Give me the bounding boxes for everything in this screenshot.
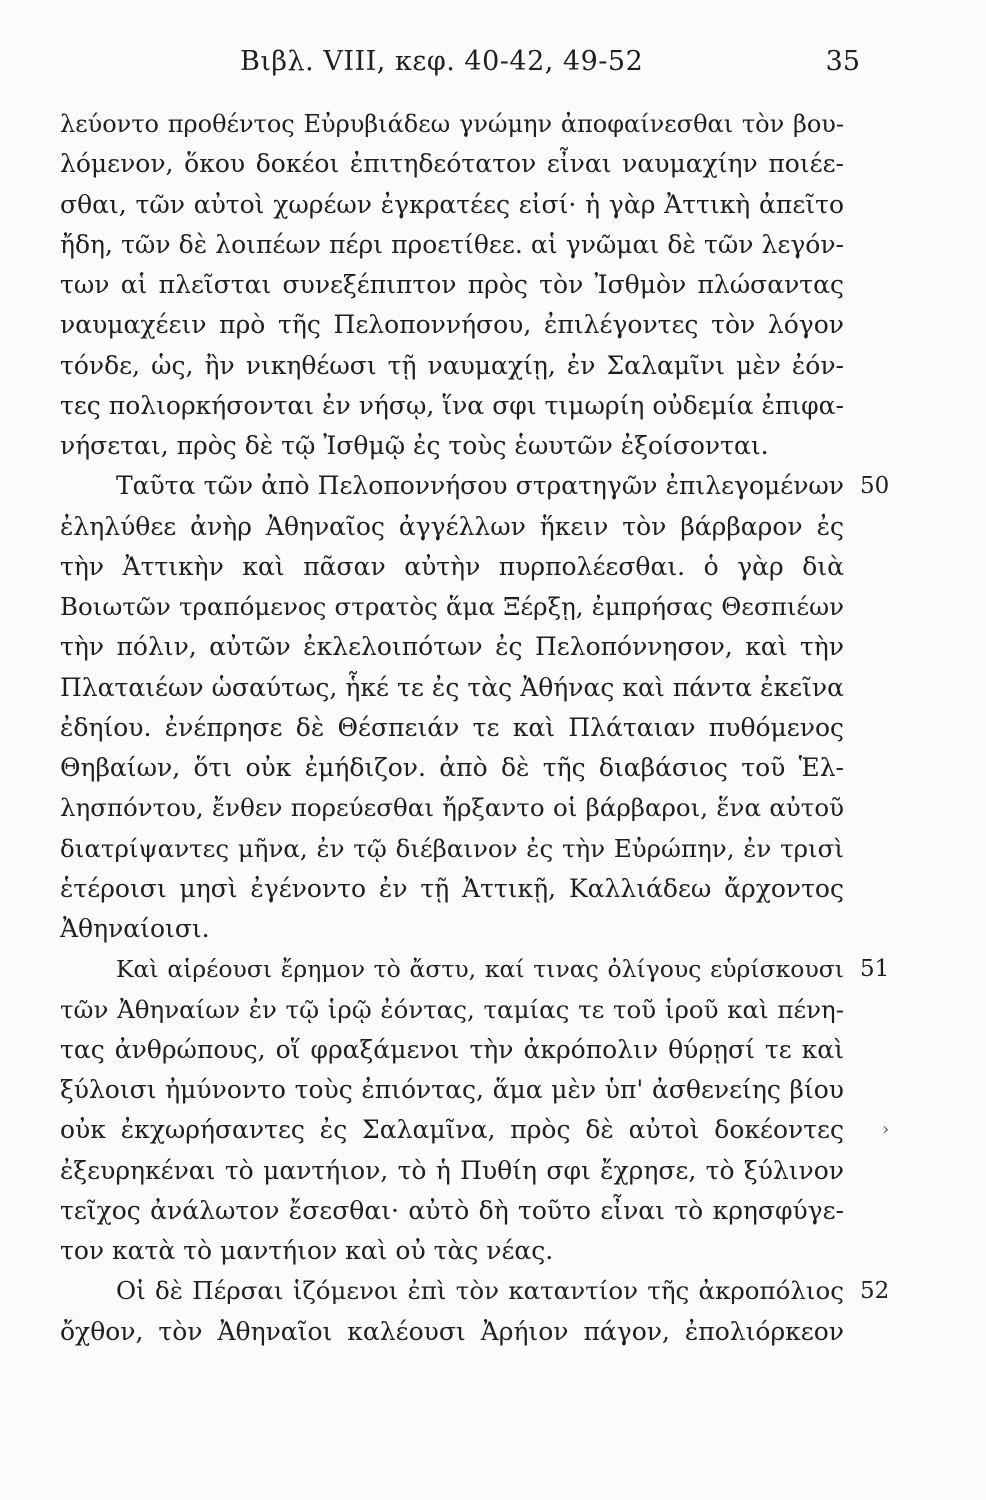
text-line: ξύλοισι ἠμύνοντο τοὺς ἐπιόντας, ἅμα μὲν ὑπ' ἀσθενείης βίου	[60, 1075, 844, 1104]
text-line: τὴν πόλιν, αὐτῶν ἐκλελοιπότων ἐς Πελοπόννησον, καὶ τὴν	[60, 632, 844, 662]
text-line: λεύοντο προθέντος Εὐρυβιάδεω γνώμην ἀποφαίνεσθαι τὸν βου-	[60, 110, 844, 138]
text-line: νήσεται, πρὸς δὲ τῷ Ἰσθμῷ ἐς τοὺς ἑωυτῶν ἐξοίσονται.	[60, 431, 769, 460]
text-line: λησπόντου, ἔνθεν πορεύεσθαι ἤρξαντο οἱ βάρβαροι, ἕνα αὐτοῦ	[60, 793, 844, 823]
text-line: τες πολιορκήσονται ἐν νήσῳ, ἵνα σφι τιμωρίη οὐδεμία ἐπιφα-	[60, 390, 844, 420]
text-line: ναυμαχέειν πρὸ τῆς Πελοποννήσου, ἐπιλέγοντες τὸν λόγον	[60, 310, 844, 340]
text-line: Ἀθηναίοισι.	[60, 914, 210, 943]
body-text	[60, 104, 890, 1352]
section-number-52: 52	[860, 1278, 890, 1305]
text-line: ἐδηίου. ἐνέπρησε δὲ Θέσπειάν τε καὶ Πλάταιαν πυθόμενος	[60, 712, 844, 742]
text-line: ἐληλύθεε ἀνὴρ Ἀθηναῖος ἀγγέλλων ἥκειν τὸν βάρβαρον ἐς	[60, 511, 844, 541]
paragraph-start-line: Ταῦτα τῶν ἀπὸ Πελοποννήσου στρατηγῶν ἐπιλεγομένων 50	[60, 466, 844, 506]
text-line: τῶν Ἀθηναίων ἐν τῷ ἱρῷ ἐόντας, ταμίας τε τοῦ ἱροῦ καὶ πένη-	[60, 994, 844, 1024]
text-line: τας ἀνθρώπους, οἵ φραξάμενοι τὴν ἀκρόπολιν θύρῃσί τε καὶ	[60, 1034, 844, 1064]
text-line: λόμενον, ὅκου δοκέοι ἐπιτηδεότατον εἶναι ναυμαχίην ποιέε-	[60, 149, 844, 179]
text-line: οὐκ ἐκχωρήσαντες ἐς Σαλαμῖνα, πρὸς δὲ αὐτοὶ δοκέοντες ›	[60, 1110, 844, 1150]
text-line: των αἱ πλεῖσται συνεξέπιπτον πρὸς τὸν Ἰσθμὸν πλώσαντας	[60, 270, 844, 299]
text-line: τὴν Ἀττικὴν καὶ πᾶσαν αὐτὴν πυρπολέεσθαι. ὁ γὰρ διὰ	[60, 551, 844, 581]
running-head: Βιβλ. VIII, κεφ. 40-42, 49-52	[240, 46, 644, 77]
text-line: σθαι, τῶν αὐτοὶ χωρέων ἐγκρατέες εἰσί· ἡ γὰρ Ἀττικὴ ἀπεῖτο	[60, 189, 844, 219]
text-line: ἑτέροισι μησὶ ἐγένοντο ἐν τῇ Ἀττικῇ, Καλλιάδεω ἄρχοντος	[60, 873, 844, 903]
text-line: Πλαταιέων ὡσαύτως, ἧκέ τε ἐς τὰς Ἀθήνας καὶ πάντα ἐκεῖνα	[60, 672, 844, 702]
margin-mark: ›	[882, 1119, 890, 1141]
text-line: διατρίψαντες μῆνα, ἐν τῷ διέβαινον ἐς τὴν Εὐρώπην, ἐν τρισὶ	[60, 833, 844, 863]
page-header	[60, 44, 860, 84]
text-line: ἤδη, τῶν δὲ λοιπέων πέρι προετίθεε. αἱ γνῶμαι δὲ τῶν λεγόν-	[60, 229, 844, 259]
section-number-51: 51	[860, 956, 890, 983]
text-line: τεῖχος ἀνάλωτον ἔσεσθαι· αὐτὸ δὴ τοῦτο εἶναι τὸ κρησφύγε-	[60, 1195, 844, 1225]
text-line: ὄχθον, τὸν Ἀθηναῖοι καλέουσι Ἀρήιον πάγον, ἐπολιόρκεον	[60, 1316, 844, 1346]
text-line: Θηβαίων, ὅτι οὐκ ἐμήδιζον. ἀπὸ δὲ τῆς διαβάσιος τοῦ Ἑλ-	[60, 753, 844, 782]
text-line: Βοιωτῶν τραπόμενος στρατὸς ἅμα Ξέρξῃ, ἐμπρήσας Θεσπιέων	[60, 592, 844, 621]
paragraph-start-line: Καὶ αἱρέουσι ἔρημον τὸ ἄστυ, καί τινας ὀλίγους εὑρίσκουσι 51	[60, 949, 844, 989]
paragraph-start-line: Οἱ δὲ Πέρσαι ἱζόμενοι ἐπὶ τὸν καταντίον τῆς ἀκροπόλιος 52	[60, 1271, 844, 1311]
text-line: ἐξευρηκέναι τὸ μαντήιον, τὸ ἡ Πυθίη σφι ἔχρησε, τὸ ξύλινον	[60, 1155, 844, 1185]
section-number-50: 50	[860, 473, 890, 500]
text-line: τόνδε, ὡς, ἢν νικηθέωσι τῇ ναυμαχίῃ, ἐν Σαλαμῖνι μὲν ἐόν-	[60, 350, 844, 380]
text-line: τον κατὰ τὸ μαντήιον καὶ οὐ τὰς νέας.	[60, 1236, 554, 1265]
page-number: 35	[825, 46, 860, 77]
